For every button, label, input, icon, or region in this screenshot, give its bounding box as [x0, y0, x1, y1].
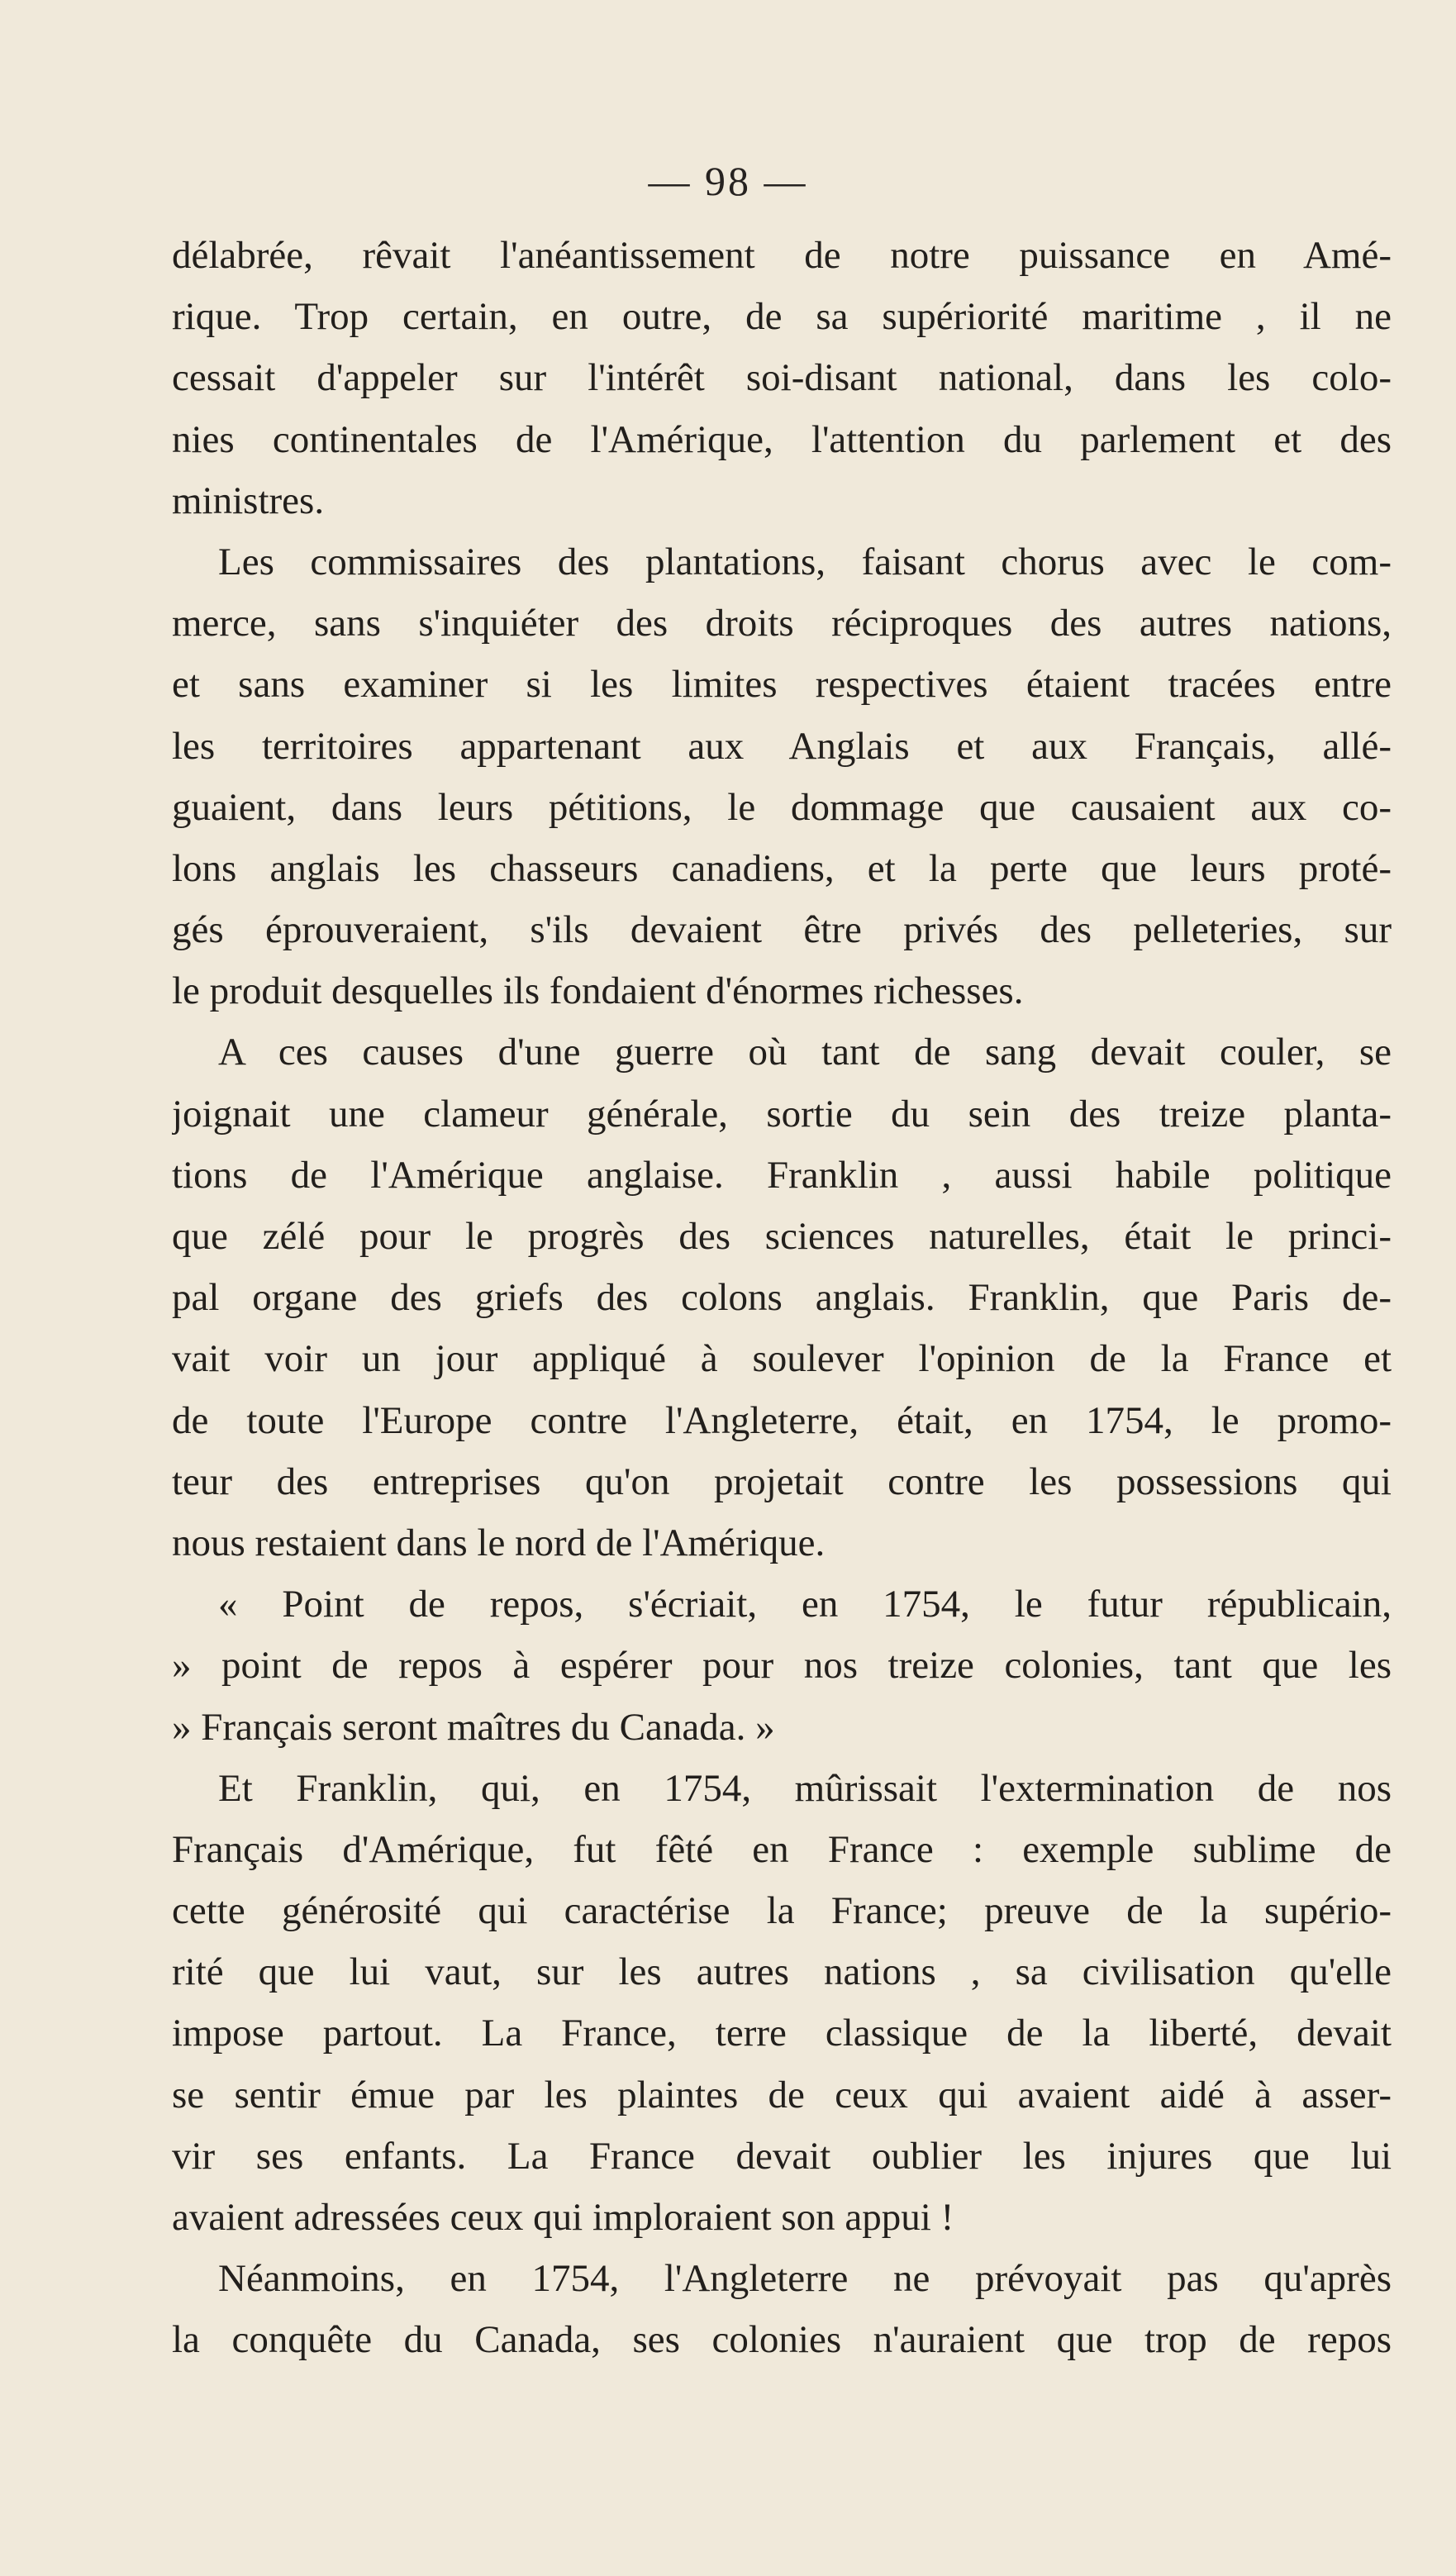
text-line: Les commissaires des plantations, faisant chorus avec le com- [218, 540, 1392, 583]
text-line: gés éprouveraient, s'ils devaient être privés des pelleteries, sur [172, 908, 1392, 952]
text-line: ministres. [172, 479, 325, 522]
text-line: tions de l'Amérique anglaise. Franklin , aussi habile politique [172, 1153, 1392, 1197]
text-line: que zélé pour le progrès des sciences naturelles, était le princi- [172, 1215, 1392, 1258]
text-line: nies continentales de l'Amérique, l'attention du parlement et des [172, 417, 1392, 461]
text-line: guaient, dans leurs pétitions, le dommage que causaient aux co- [172, 785, 1392, 829]
text-line: impose partout. La France, terre classique de la liberté, devait [172, 2012, 1392, 2055]
text-line: Français d'Amérique, fut fêté en France : exemple sublime de [172, 1827, 1392, 1871]
text-line: pal organe des griefs des colons anglais. Franklin, que Paris de- [172, 1276, 1392, 1320]
text-line: nous restaient dans le nord de l'Amérique. [172, 1521, 826, 1564]
text-line: « Point de repos, s'écriait, en 1754, le futur républicain, [218, 1583, 1392, 1626]
text-line: vir ses enfants. La France devait oublier les injures que lui [172, 2134, 1392, 2178]
text-line: lons anglais les chasseurs canadiens, et la perte que leurs proté- [172, 846, 1392, 890]
text-line: A ces causes d'une guerre où tant de sang devait couler, se [218, 1031, 1392, 1074]
text-line: délabrée, rêvait l'anéantissement de notre puissance en Amé- [172, 234, 1392, 277]
text-line: rique. Trop certain, en outre, de sa supériorité maritime , il ne [172, 295, 1392, 339]
text-line: joignait une clameur générale, sortie du sein des treize planta- [172, 1092, 1392, 1136]
text-line: teur des entreprises qu'on projetait contre les possessions qui [172, 1459, 1392, 1503]
text-line: avaient adressées ceux qui imploraient son appui ! [172, 2196, 954, 2239]
text-line: » point de repos à espérer pour nos treize colonies, tant que les [172, 1644, 1392, 1688]
text-line: le produit desquelles ils fondaient d'énormes richesses. [172, 969, 1024, 1013]
text-line: » Français seront maîtres du Canada. » [172, 1705, 775, 1749]
text-line: les territoires appartenant aux Anglais et aux Français, allé- [172, 724, 1392, 768]
text-line: cette générosité qui caractérise la France; preuve de la supério- [172, 1889, 1392, 1933]
text-line: cessait d'appeler sur l'intérêt soi-disant national, dans les colo- [172, 356, 1392, 400]
body-text [172, 225, 1392, 2371]
text-line: se sentir émue par les plaintes de ceux qui avaient aidé à asser- [172, 2073, 1392, 2117]
text-line: rité que lui vaut, sur les autres nations , sa civilisation qu'elle [172, 1950, 1392, 1994]
text-line: et sans examiner si les limites respectives étaient tracées entre [172, 663, 1392, 707]
text-line: la conquête du Canada, ses colonies n'auraient que trop de repos [172, 2318, 1392, 2362]
page-number: — 98 — [648, 158, 808, 204]
text-line: de toute l'Europe contre l'Angleterre, était, en 1754, le promo- [172, 1398, 1392, 1442]
text-line: Et Franklin, qui, en 1754, mûrissait l'extermination de nos [218, 1766, 1392, 1810]
text-line: Néanmoins, en 1754, l'Angleterre ne prévoyait pas qu'après [218, 2257, 1392, 2301]
text-line: vait voir un jour appliqué à soulever l'opinion de la France et [172, 1337, 1392, 1381]
text-line: merce, sans s'inquiéter des droits réciproques des autres nations, [172, 602, 1392, 645]
